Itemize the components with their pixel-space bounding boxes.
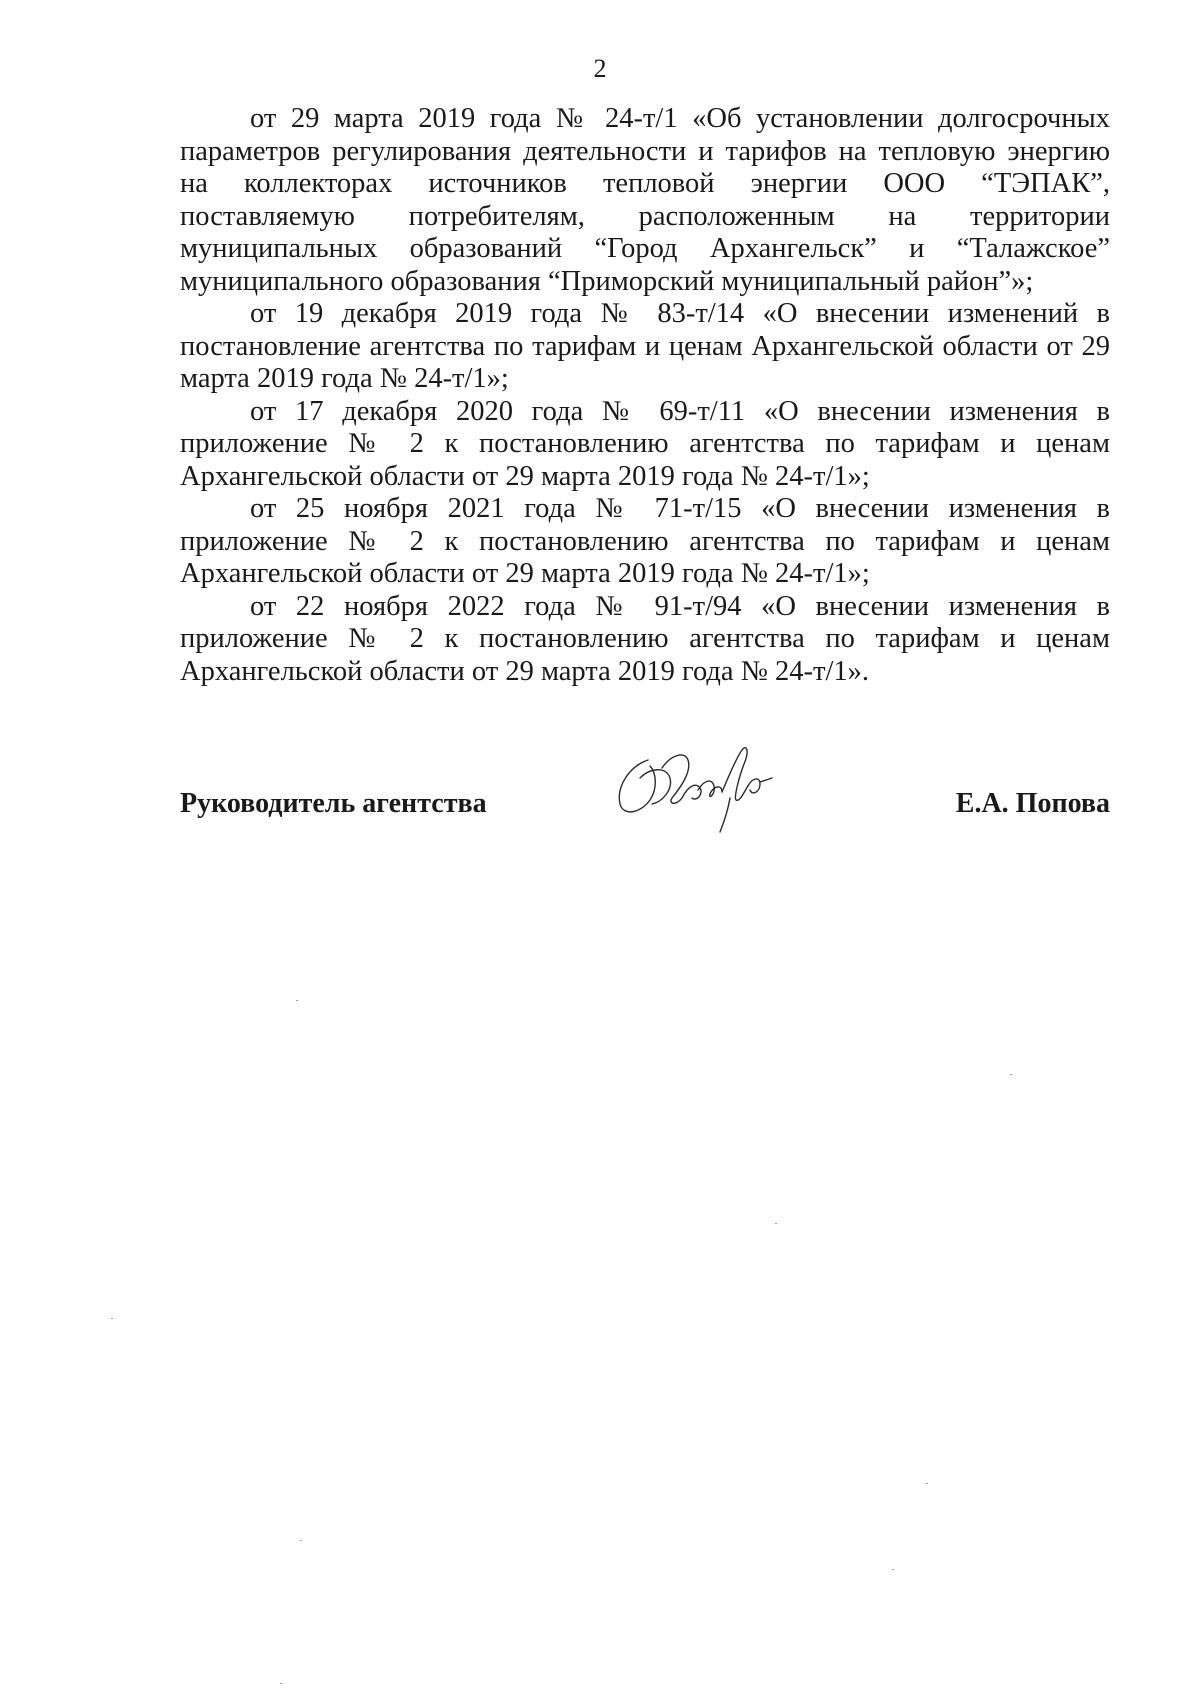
- paragraph-1: от 29 марта 2019 года № 24-т/1 «Об установлении долгосрочных параметров регулирования деятельности и тарифов на тепловую энергию на коллекторах источников тепловой энергии ООО “ТЭПАК”, поставляемую потребителям, расположенным на территории муниципальных образований “Город Архангельск” и “Талажское” муниципального образования “Приморский муниципальный район”»;: [180, 103, 1110, 297]
- signatory-name: Е.А. Попова: [955, 788, 1110, 819]
- document-body: [180, 103, 1110, 688]
- scan-speck: [111, 1318, 113, 1319]
- scan-speck: [892, 1569, 894, 1570]
- scan-speck: [1010, 1074, 1012, 1075]
- handwritten-signature: [610, 738, 795, 838]
- paragraph-4: от 25 ноября 2021 года № 71-т/15 «О внесении изменения в приложение № 2 к постановлению агентства по тарифам и ценам Архангельской области от 29 марта 2019 года № 24-т/1»;: [180, 493, 1110, 589]
- scan-speck: [926, 1483, 928, 1484]
- signatory-title: Руководитель агентства: [180, 788, 487, 819]
- paragraph-2: от 19 декабря 2019 года № 83-т/14 «О внесении изменений в постановление агентства по тарифам и ценам Архангельской области от 29 марта 2019 года № 24-т/1»;: [180, 298, 1110, 394]
- scan-speck: [775, 1223, 777, 1224]
- page-number: 2: [593, 54, 607, 83]
- scan-speck: [280, 1683, 282, 1684]
- paragraph-3: от 17 декабря 2020 года № 69-т/11 «О внесении изменения в приложение № 2 к постановлению агентства по тарифам и ценам Архангельской области от 29 марта 2019 года № 24-т/1»;: [180, 395, 1110, 492]
- scan-speck: [300, 1540, 302, 1541]
- scan-speck: [296, 1000, 298, 1001]
- paragraph-5: от 22 ноября 2022 года № 91-т/94 «О внесении изменения в приложение № 2 к постановлению агентства по тарифам и ценам Архангельской области от 29 марта 2019 года № 24-т/1».: [180, 590, 1110, 687]
